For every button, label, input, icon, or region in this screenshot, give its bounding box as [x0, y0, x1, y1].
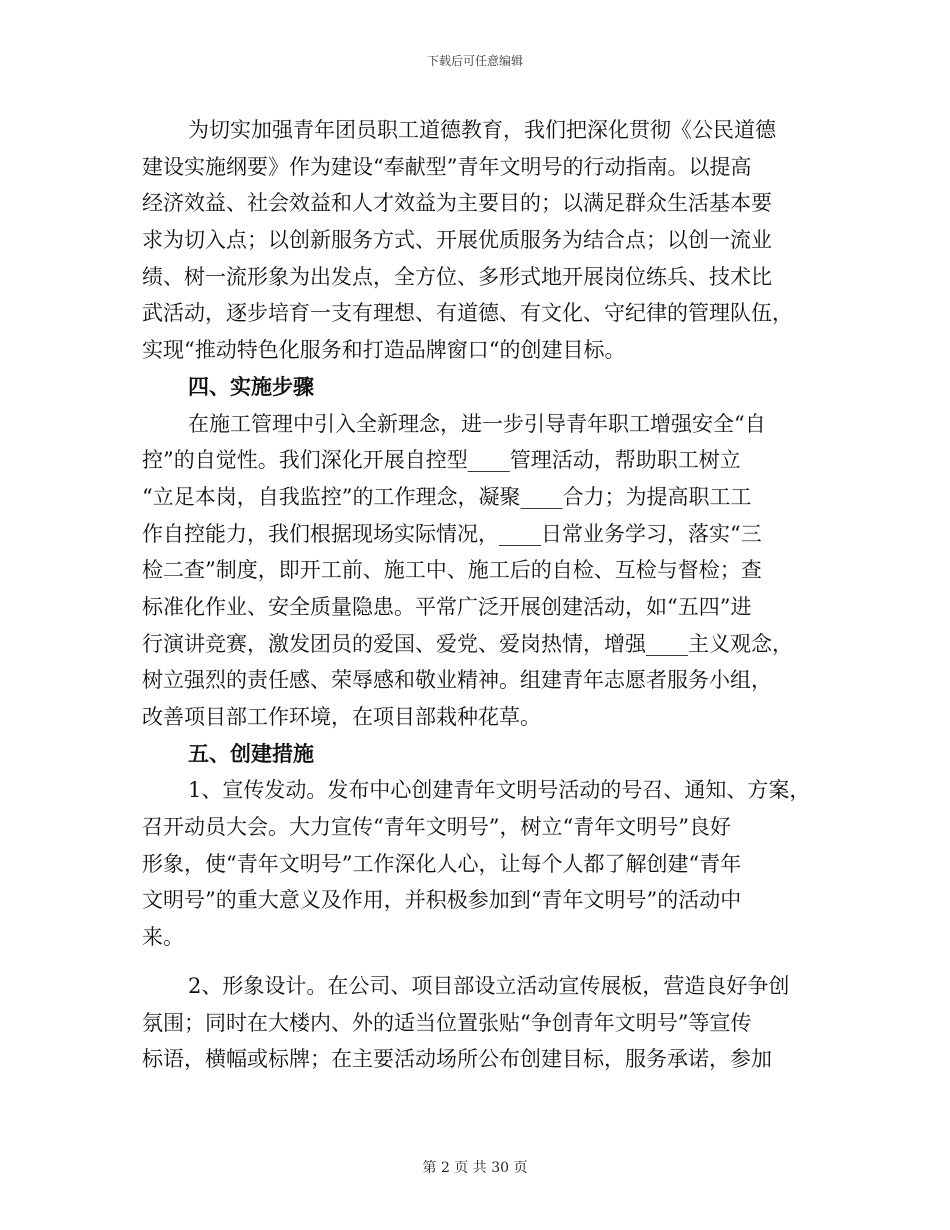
section-heading-measures: 五、创建措施 — [188, 740, 314, 766]
text-line: 行演讲竞赛，激发团员的爱国、爱党、爱岗热情，增强____主义观念， — [142, 631, 793, 656]
text-line: 绩、树一流形象为出发点，全方位、多形式地开展岗位练兵、技术比 — [142, 264, 772, 289]
text-line: 实现“推动特色化服务和打造品牌窗口“的创建目标。 — [142, 338, 626, 363]
text-line: 树立强烈的责任感、荣辱感和敬业精神。组建青年志愿者服务小组， — [142, 668, 772, 693]
text-line: 经济效益、社会效益和人才效益为主要目的；以满足群众生活基本要 — [142, 191, 772, 216]
text-line: “立足本岗，自我监控”的工作理念，凝聚____合力；为提高职工工 — [142, 484, 752, 509]
text-line: 文明号”的重大意义及作用，并积极参加到“青年文明号”的活动中 — [142, 888, 742, 913]
text-line: 氛围；同时在大楼内、外的适当位置张贴“争创青年文明号”等宣传 — [142, 1010, 752, 1035]
section-heading-steps: 四、实施步骤 — [188, 373, 314, 399]
text-line: 为切实加强青年团员职工道德教育，我们把深化贯彻《公民道德 — [188, 118, 776, 142]
text-line: 标语，横幅或标牌；在主要活动场所公布创建目标，服务承诺，参加 — [142, 1047, 772, 1072]
text-line: 标准化作业、安全质量隐患。平常广泛开展创建活动，如“五四”进 — [142, 594, 752, 619]
text-line: 改善项目部工作环境，在项目部栽种花草。 — [142, 705, 541, 729]
paragraph-measure-1 — [142, 772, 822, 955]
text-line: 1、宣传发动。发布中心创建青年文明号活动的号召、通知、方案， — [188, 778, 811, 803]
text-line: 求为切入点；以创新服务方式、开展优质服务为结合点；以创一流业 — [142, 228, 772, 253]
document-body — [142, 112, 822, 1078]
text-line: 在施工管理中引入全新理念，进一步引导青年职工增强安全“自 — [188, 411, 766, 436]
text-line: 建设实施纲要》作为建设“奉献型”青年文明号的行动指南。以提高 — [142, 154, 752, 179]
page-header: 下载后可任意编辑 — [426, 54, 523, 68]
text-line: 作自控能力，我们根据现场实际情况，____日常业务学习，落实“三 — [142, 521, 762, 546]
paragraph-steps — [142, 406, 822, 736]
text-line: 检二查”制度，即开工前、施工中、施工后的自检、互检与督检；查 — [142, 558, 762, 583]
text-line: 2、形象设计。在公司、项目部设立活动宣传展板，营造良好争创 — [188, 973, 790, 998]
page-footer: 第 2 页 共 30 页 — [422, 1160, 528, 1176]
paragraph-gap — [142, 956, 822, 968]
paragraph-measure-2 — [142, 968, 822, 1078]
text-line: 形象，使“青年文明号”工作深化人心，让每个人都了解创建“青年 — [142, 851, 742, 876]
paragraph-intro — [142, 112, 822, 369]
text-line: 召开动员大会。大力宣传“青年文明号”，树立“青年文明号”良好 — [142, 815, 731, 840]
text-line: 来。 — [142, 925, 184, 950]
text-line: 控”的自觉性。我们深化开展自控型____管理活动，帮助职工树立 — [142, 448, 741, 473]
text-line: 武活动，逐步培育一支有理想、有道德、有文化、守纪律的管理队伍， — [142, 301, 793, 326]
